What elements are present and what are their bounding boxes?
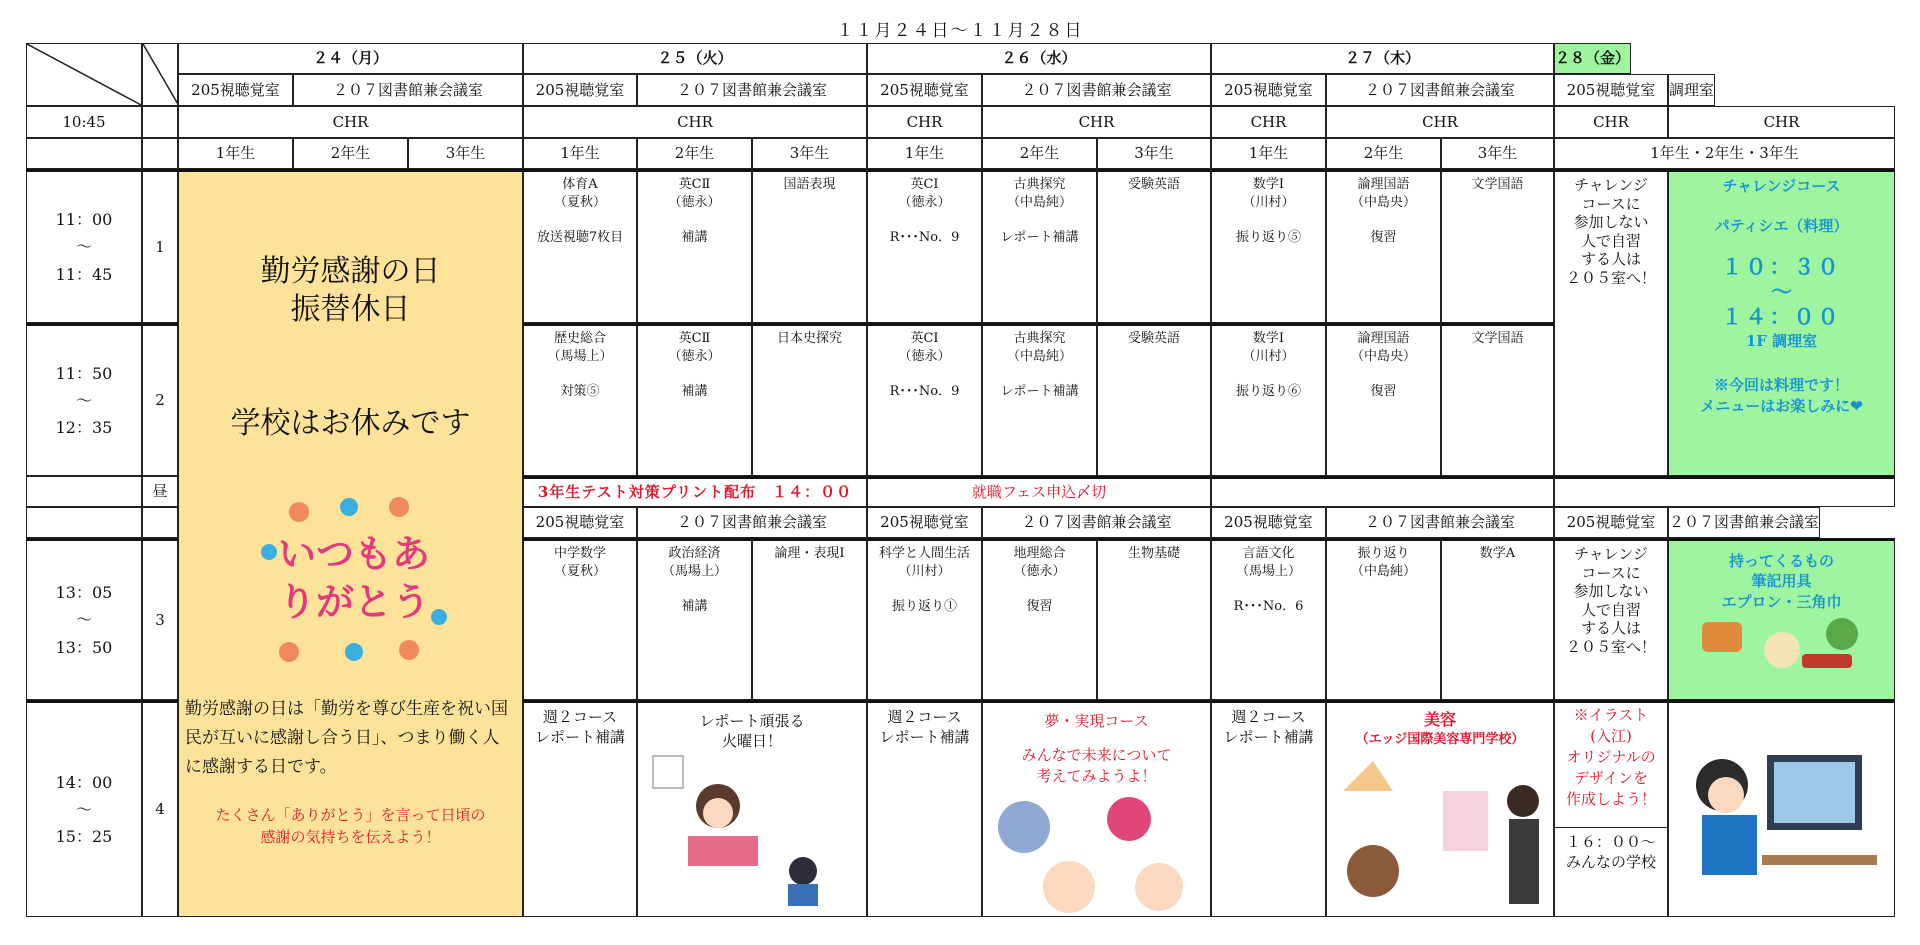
room-label: 205視聴覚室 [880,513,969,532]
illustration-note: オリジナルの [1566,748,1656,766]
grade-header [1097,138,1211,169]
time-text: ～ [75,799,92,819]
self-study-line: ２０５室へ！ [1565,637,1656,656]
time-blank [26,507,142,538]
day-label: ２８（金） [1555,49,1631,68]
time-text: ～ [75,237,92,257]
challenge-note: メニューはお楽しみに❤ [1700,396,1863,415]
time-text: 11：50 [55,363,113,383]
lunch-note: 3年生テスト対策プリント配布 １４：００ [537,483,853,502]
illustration-note: デザインを [1574,769,1648,787]
subject-cell [867,169,982,323]
subject-name: 日本史探究 [776,331,842,346]
grade-label: 2年生 [1363,144,1404,163]
day-header [523,43,867,74]
subject-name: 数学Ⅰ [1252,331,1285,346]
grade-label: 1年生 [215,144,256,163]
subject-name: 受験英語 [1127,331,1180,346]
room-label: ２０７図書館兼会議室 [332,80,483,99]
lunch-blank [1554,476,1895,507]
period-blank [142,106,178,138]
room-label: 205視聴覚室 [535,513,625,532]
time-p3 [26,538,142,700]
subject-name: 科学と人間生活 [878,546,970,561]
period-p1 [142,169,178,323]
subject-name: 受験英語 [1127,177,1180,192]
day-label: ２５（火） [657,49,733,68]
day-header [1211,43,1554,74]
chr-label: CHR [1593,112,1629,131]
subject-note: 補講 [681,230,708,246]
subject-name: 古典探究 [1013,331,1066,346]
p4-illustration-course [1554,700,1668,917]
challenge-title: チャレンジコース [1722,177,1841,195]
future-illustration [989,787,1199,917]
room-207 [1326,74,1554,106]
holiday-appeal: たくさん「ありがとう」を言って日頃の感謝の気持ちを伝えよう！ [215,806,486,846]
chr-time [26,106,142,138]
subject-name: 英CⅠ [910,177,939,192]
subject-cell [982,169,1097,323]
subject-name: 国語表現 [783,177,836,192]
chr-label: CHR [1250,112,1287,131]
grade-header [293,138,408,169]
room-205 [523,74,637,106]
room-205 [1211,507,1326,538]
subject-note: 復習 [1026,599,1053,615]
p4-course-line: 週２コース [1231,708,1306,726]
grade-header [178,138,293,169]
subject-note: レポート補講 [1000,384,1079,400]
time-text: 11：00 [55,210,113,230]
self-study-line: 参加しない [1573,582,1649,600]
grade-header [867,138,982,169]
room-label: ２０７図書館兼会議室 [1364,513,1515,532]
day-header [178,43,523,74]
grade-label: 3年生 [1477,144,1518,163]
subject-name: 数学Ⅰ [1252,177,1285,192]
dream-course-sub: 考えてみようよ！ [1036,766,1157,785]
p4-report-cheer [637,700,867,917]
subject-name: 言語文化 [1242,546,1295,561]
teacher-name: （川村） [1242,348,1295,364]
period-lunch [142,476,178,507]
teacher-name: （徳永） [1013,563,1066,579]
challenge-sub: パティシエ（料理） [1714,217,1849,236]
subject-name: 英CⅡ [678,331,711,346]
subject-name: 古典探究 [1013,177,1066,192]
subject-cell [982,323,1097,476]
room-205 [178,74,293,106]
closed-notice: 学校はお休みです [230,406,471,441]
subject-cell [1097,538,1211,700]
subject-name: 論理・表現Ⅰ [774,546,845,561]
corner-cell [26,43,142,106]
room-207 [1668,74,1715,106]
chr-wed-207 [982,106,1211,138]
teacher-name: （中島央） [1350,348,1416,364]
subject-cell [1326,323,1441,476]
dream-course-sub: みんなで未来について [1021,746,1172,765]
fri-self-study-2 [1554,538,1668,700]
period-p4 [142,700,178,917]
subject-cell [867,538,982,700]
self-study-line: コースに [1581,194,1641,213]
corner-cell-small [142,43,178,106]
grade-header [752,138,867,169]
lunch-note: 就職フェス申込〆切 [971,483,1107,502]
beauty-title: 美容 [1423,710,1456,729]
chr-mon [178,106,523,138]
chr-wed-205 [867,106,982,138]
subject-note: 振り返り① [891,599,957,615]
room-207 [637,74,867,106]
subject-cell [523,169,637,323]
subject-cell [1097,169,1211,323]
period-number: 3 [155,610,165,629]
beauty-illustration [1333,751,1553,916]
grade-label: 1年生 [1248,144,1289,163]
report-cheer-line: 火曜日！ [721,732,782,751]
grade-header [1441,138,1554,169]
subject-note: R･･･No．9 [889,384,960,400]
period-blank [142,507,178,538]
subject-cell [867,323,982,476]
subject-name: 文学国語 [1471,331,1524,346]
subject-name: 政治経済 [668,546,721,561]
p4-weekly-course [523,700,637,917]
subject-note: 補講 [681,384,708,400]
lunch-blank [26,476,142,507]
fri-self-study [1554,169,1668,476]
subject-note: 振り返り⑥ [1235,384,1301,400]
teacher-name: （夏秋） [553,563,606,579]
subject-cell [523,538,637,700]
illustration-lettering: いつもありがとう [277,532,430,624]
period-p3 [142,538,178,700]
teacher-name: （徳永） [898,348,951,364]
period-lunch-label: 昼 [152,482,168,501]
room-label: 205視聴覚室 [1224,80,1313,99]
chr-label: CHR [906,112,943,131]
subject-cell [752,323,867,476]
monday-holiday [178,169,523,917]
subject-note: 振り返り⑤ [1235,230,1301,246]
p4-weekly-course [867,700,982,917]
time-text: ～ [75,610,92,630]
time-p4 [26,700,142,917]
teacher-name: （徳永） [668,194,721,210]
grade-label: 2年生 [330,144,371,163]
room-label: ２０７図書館兼会議室 [1364,80,1515,99]
holiday-explanation: 勤労感謝の日は「勤労を尊び生産を祝い国民が互いに感謝し合う日」、つまり働く人に感謝する日です。 [185,699,508,777]
subject-cell [637,169,752,323]
teacher-name: （中島純） [1006,194,1072,210]
p4-course-line: レポート補講 [534,728,625,747]
room-label: ２０７図書館兼会議室 [676,80,827,99]
teacher-name: （馬場上） [1235,563,1301,579]
subject-cell [637,323,752,476]
subject-note: 補講 [681,599,708,615]
computer-illustration [1682,725,1882,895]
subject-name: 地理総合 [1013,546,1066,561]
subject-cell [1097,323,1211,476]
subject-cell [1326,538,1441,700]
day-label: ２６（水） [1001,49,1077,68]
room-label: ２０７図書館兼会議室 [1021,80,1172,99]
beauty-school: （エッジ国際美容専門学校） [1355,731,1525,747]
time-p1 [26,169,142,323]
time-p2 [26,323,142,476]
subject-cell [1211,169,1326,323]
room-207 [1326,507,1554,538]
self-study-line: 人で自習 [1580,600,1641,619]
holiday-title: 振替休日 [290,292,411,327]
bring-title: 持ってくるもの [1728,552,1834,570]
bring-item: エプロン・三角巾 [1721,592,1842,611]
lunch-note-tue [523,476,867,507]
grade-label: 3年生 [1134,144,1174,163]
room-label: 205視聴覚室 [880,80,969,99]
teacher-name: （中島央） [1350,194,1416,210]
day-header [867,43,1211,74]
teacher-name: （徳永） [668,348,721,364]
time-text: 13：05 [55,583,113,603]
illustration-note: (入江) [1590,727,1632,745]
time-label: 10:45 [62,112,106,131]
subject-note: レポート補講 [1000,230,1079,246]
grade-header [637,138,752,169]
illustration-note: ※イラスト [1573,706,1649,724]
time-blank [26,138,142,169]
grade-label: 3年生 [445,144,486,163]
subject-cell [1441,323,1554,476]
p4-weekly-course [1211,700,1326,917]
subject-cell [523,323,637,476]
grade-label: 3年生 [789,144,830,163]
period-number: 1 [155,237,165,256]
room-205 [867,74,982,106]
room-label: ２０７図書館兼会議室 [1669,513,1820,532]
self-study-line: する人は [1580,619,1641,637]
subject-note: 復習 [1370,230,1397,246]
room-207 [982,507,1211,538]
chr-label: CHR [332,112,369,131]
period-blank [142,138,178,169]
subject-name: 英CⅠ [910,331,939,346]
chr-thu-205 [1211,106,1326,138]
room-205 [1211,74,1326,106]
teacher-name: （徳永） [898,194,951,210]
self-study-line: 参加しない [1573,213,1649,231]
day-header [1554,43,1631,74]
p4-course-line: レポート補講 [1223,728,1314,747]
chr-fri-cooking [1668,106,1895,138]
subject-cell [752,169,867,323]
subject-cell [1211,323,1326,476]
challenge-note: ※今回は料理です！ [1713,376,1849,395]
lunch-note-wed [867,476,1211,507]
room-label: ２０７図書館兼会議室 [1021,513,1172,532]
room-label: 205視聴覚室 [191,80,280,99]
challenge-course [1668,169,1895,476]
self-study-line: ２０５室へ！ [1565,268,1656,287]
subject-note: 対策⑤ [560,384,600,400]
grade-all [1554,138,1895,169]
grade-header [408,138,523,169]
room-label: 調理室 [1669,80,1715,99]
room-label: 205視聴覚室 [1566,80,1656,99]
time-text: 11：45 [55,264,113,284]
chr-tue [523,106,867,138]
subject-cell [637,538,752,700]
subject-name: 論理国語 [1357,177,1410,192]
room-207 [1668,507,1820,538]
food-illustration [1692,612,1872,672]
grade-label: 1年生 [560,144,600,163]
chr-thu-207 [1326,106,1554,138]
time-text: 13：50 [55,637,113,657]
grade-header [982,138,1097,169]
room-label: ２０７図書館兼会議室 [676,513,827,532]
p4-dream-course [982,700,1211,917]
subject-note: 復習 [1370,384,1397,400]
grade-label: 2年生 [674,144,715,163]
teacher-name: （川村） [1242,194,1295,210]
room-205 [1554,74,1668,106]
p4-pc-illustration [1668,700,1895,917]
challenge-time: １０：３０ [1721,253,1842,279]
period-p2 [142,323,178,476]
teacher-name: （中島純） [1006,348,1072,364]
subject-cell [752,538,867,700]
room-label: 205視聴覚室 [1566,513,1656,532]
chr-label: CHR [1763,112,1800,131]
room-205 [867,507,982,538]
subject-note: R･･･No．6 [1233,599,1304,615]
time-text: 14：00 [55,772,113,792]
challenge-tilde: ～ [1770,278,1792,304]
teacher-name: （川村） [898,563,951,579]
day-label: ２７（木） [1344,49,1420,68]
self-study-line: コースに [1581,563,1641,582]
grade-all-label: 1年生・2年生・3年生 [1650,144,1799,163]
subject-cell [982,538,1097,700]
late-place: みんなの学校 [1565,853,1656,872]
challenge-place: 1F 調理室 [1745,332,1818,351]
grade-label: 1年生 [904,144,945,163]
subject-note: 放送視聴7枚目 [536,230,624,246]
subject-name: 体育A [562,177,598,192]
subject-name: 数学A [1479,546,1516,561]
studying-illustration [648,751,858,911]
holiday-title: 勤労感謝の日 [260,254,441,289]
illustration-note: 作成しよう！ [1565,790,1656,808]
self-study-line: チャレンジ [1574,176,1648,194]
subject-name: 生物基礎 [1127,546,1180,561]
subject-cell [1441,538,1554,700]
subject-cell [1441,169,1554,323]
teacher-name: （馬場上） [661,563,727,579]
week-title: １１月２４日～１１月２８日 [836,21,1084,41]
chr-label: CHR [677,112,713,131]
room-label: 205視聴覚室 [1224,513,1313,532]
subject-note: R･･･No．9 [889,230,960,246]
day-label: ２４（月） [312,49,388,68]
challenge-time: １４：００ [1721,303,1842,329]
grade-label: 2年生 [1019,144,1060,163]
room-label: 205視聴覚室 [535,80,625,99]
chr-fri-205 [1554,106,1668,138]
subject-name: 中学数学 [553,546,606,561]
time-text: ～ [75,390,92,410]
bring-item: 筆記用具 [1751,572,1812,591]
room-207 [982,74,1211,106]
self-study-line: する人は [1580,250,1641,268]
subject-cell [1326,169,1441,323]
teacher-name: （中島純） [1350,563,1416,579]
time-text: 12：35 [55,418,113,438]
room-205 [1554,507,1668,538]
time-text: 15：25 [55,827,113,847]
chr-label: CHR [1078,112,1115,131]
grade-header [523,138,637,169]
room-207 [637,507,867,538]
late-time: １６：００～ [1565,833,1656,851]
teacher-name: （夏秋） [553,194,606,210]
self-study-line: チャレンジ [1574,545,1648,563]
subject-name: 歴史総合 [553,331,606,346]
p4-course-line: レポート補講 [879,728,970,747]
period-number: 2 [155,391,165,410]
p4-course-line: 週２コース [542,708,618,726]
chr-label: CHR [1422,112,1458,131]
room-207 [293,74,523,106]
p4-course-line: 週２コース [887,708,962,726]
thanks-illustration [249,492,459,667]
self-study-line: 人で自習 [1580,231,1641,250]
dream-course-title: 夢・実現コース [1044,712,1149,730]
subject-name: 文学国語 [1471,177,1524,192]
teacher-name: （馬場上） [547,348,613,364]
report-cheer-line: レポート頑張る [699,712,805,730]
room-205 [523,507,637,538]
grade-header [1326,138,1441,169]
subject-cell [1211,538,1326,700]
subject-name: 論理国語 [1357,331,1410,346]
subject-name: 英CⅡ [678,177,711,192]
period-number: 4 [155,800,165,819]
grade-header [1211,138,1326,169]
p4-beauty-course [1326,700,1554,917]
bring-items [1668,538,1895,700]
lunch-blank [1211,476,1554,507]
subject-name: 振り返り [1357,546,1410,561]
